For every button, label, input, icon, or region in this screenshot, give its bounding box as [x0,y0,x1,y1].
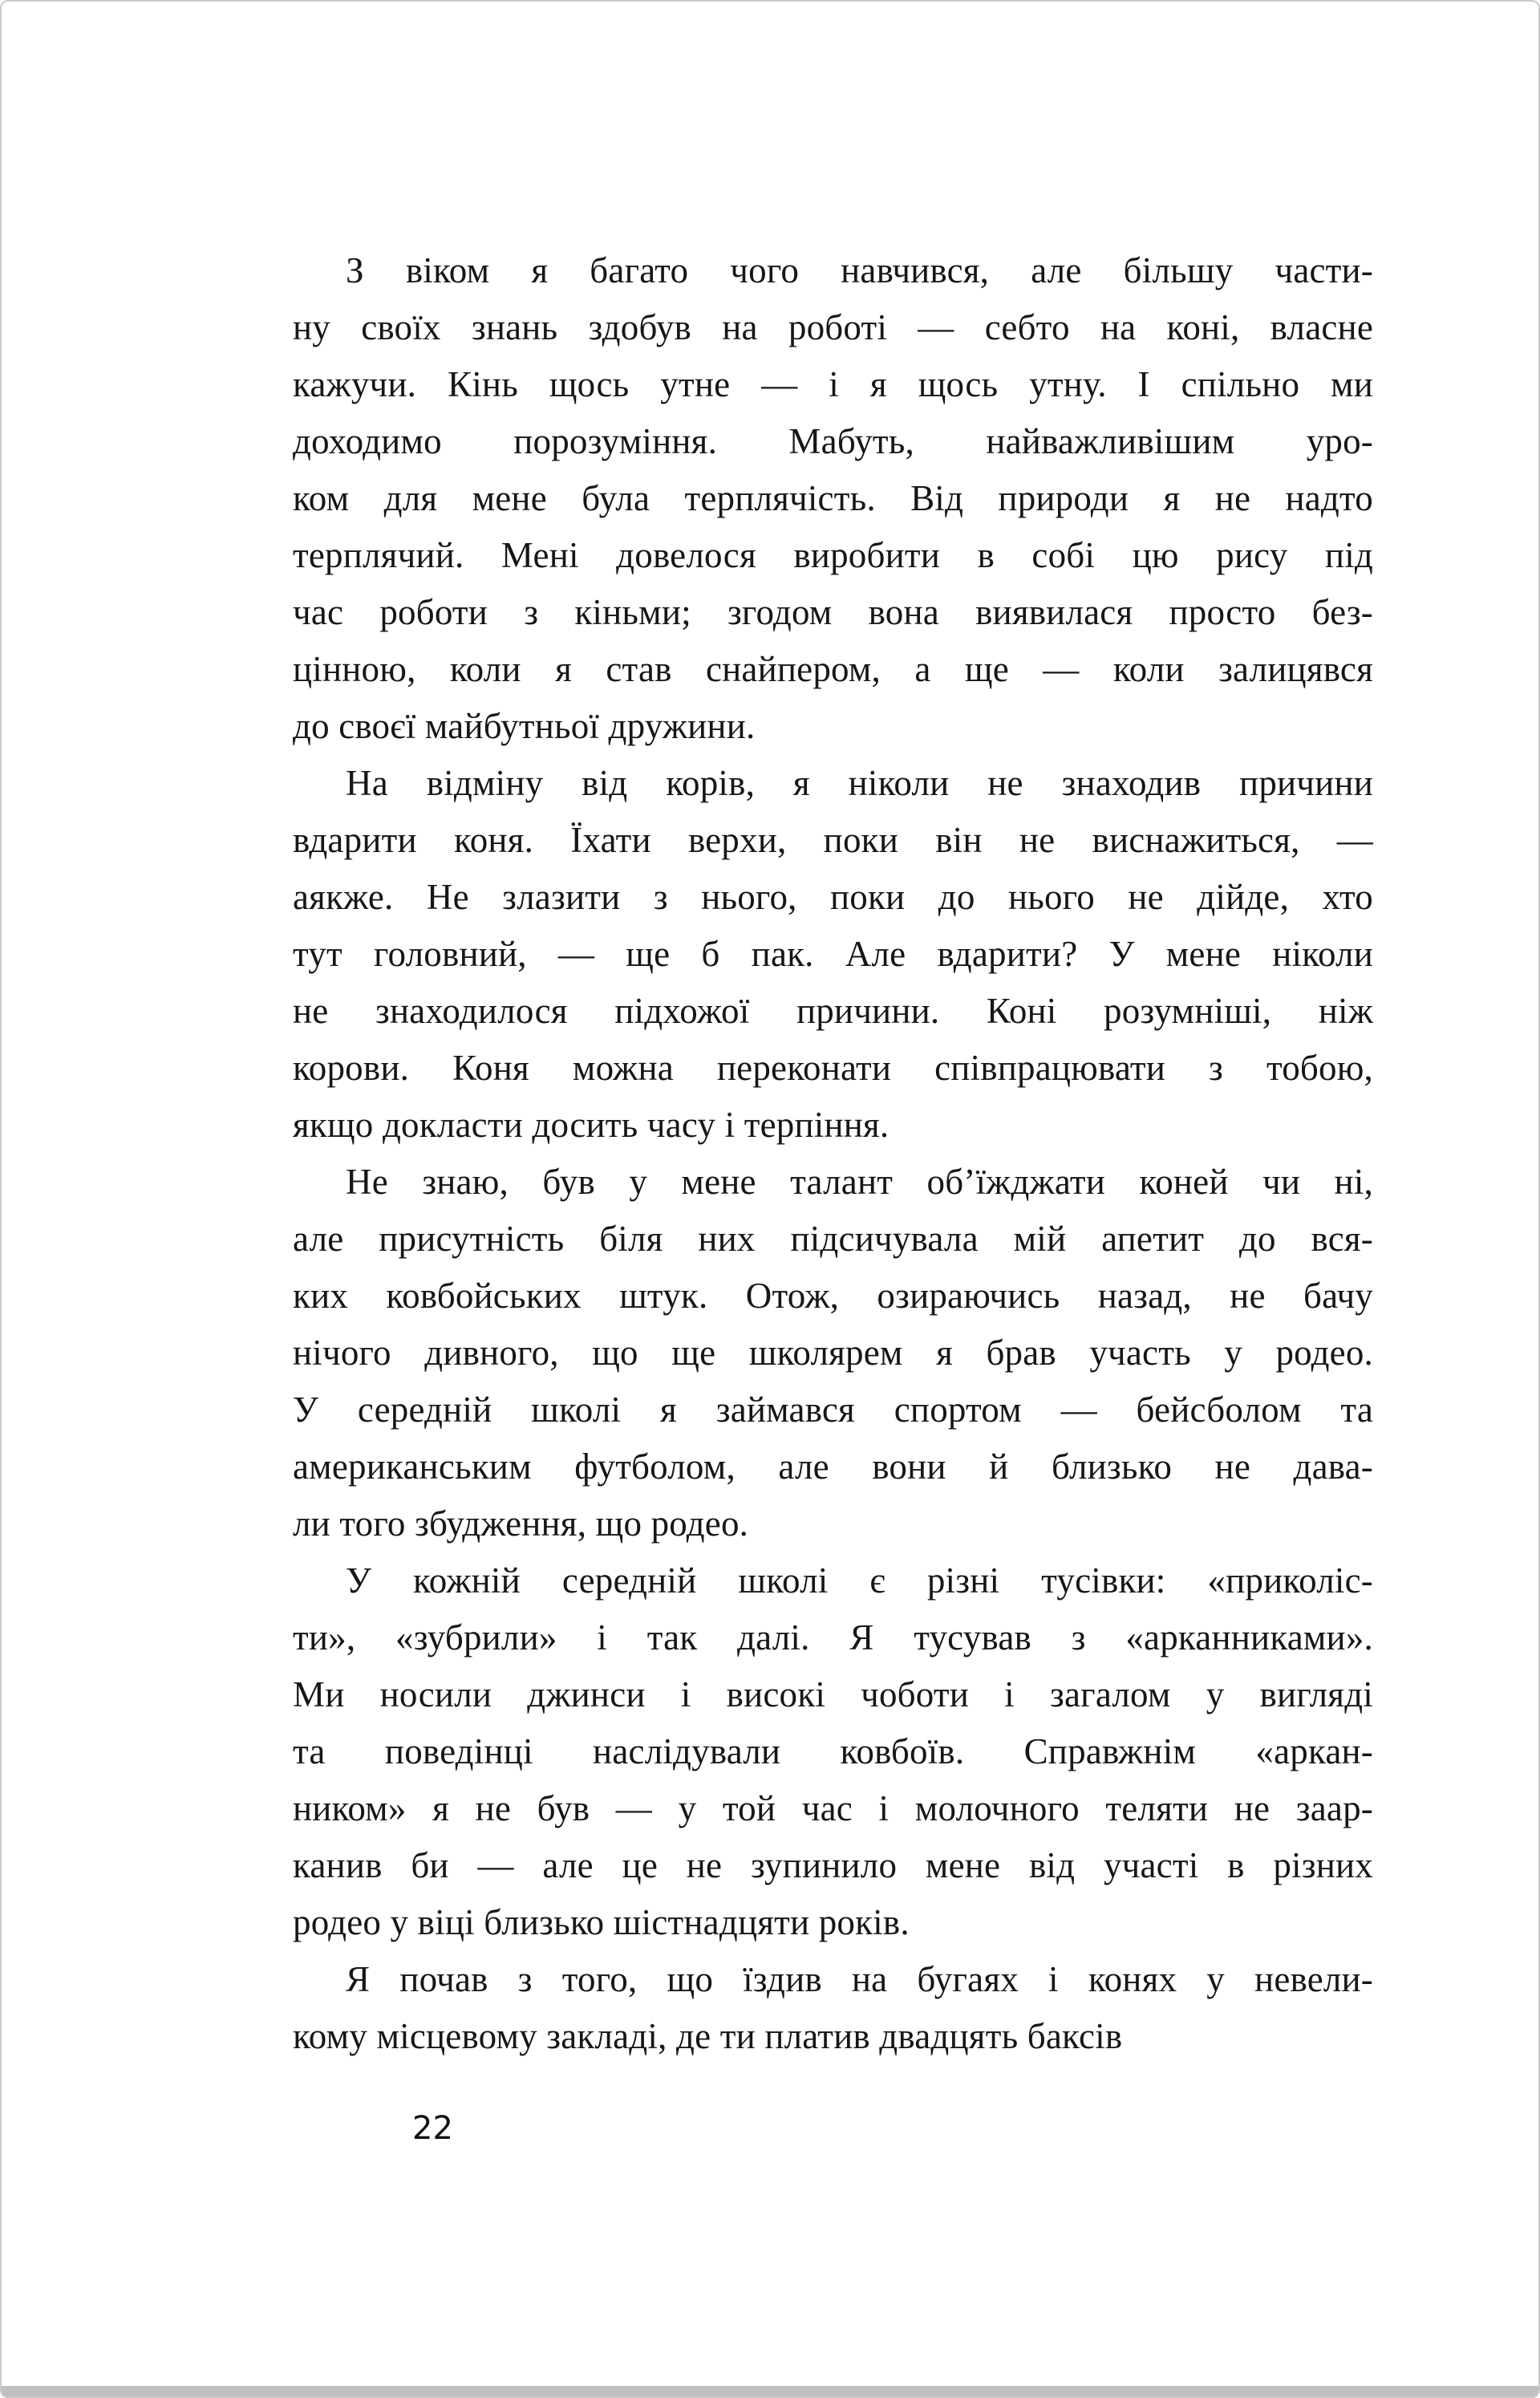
text-line: аякже. Не злазити з нього, поки до нього не дійде, хто [293,877,1373,917]
text-line: ких ковбойських штук. Отож, озираючись назад, не бачу [293,1276,1373,1316]
text-line: до своєї майбутньої дружини. [293,706,756,746]
text-line: американським футболом, але вони й близько не дава- [293,1447,1373,1487]
text-line: ком для мене була терплячість. Від природи я не надто [293,478,1373,518]
text-line: та поведінці наслідували ковбоїв. Справжнім «аркан- [293,1731,1373,1771]
text-line: кажучи. Кінь щось утне — і я щось утну. І спільно ми [293,364,1373,404]
page-number: 22 [412,2110,453,2147]
text-line: ником» я не був — у той час і молочного теляти не заар- [293,1788,1373,1828]
text-line: корови. Коня можна переконати співпрацювати з тобою, [293,1048,1373,1088]
text-line: ну своїх знань здобув на роботі — себто на коні, власне [293,307,1373,347]
text-line: ти», «зубрили» і так далі. Я тусував з «арканниками». [293,1617,1373,1658]
text-line: ли того збудження, що родео. [293,1503,749,1544]
paragraph [293,755,1373,1154]
text-line: цінною, коли я став снайпером, а ще — коли залицявся [293,649,1373,689]
text-line: час роботи з кіньми; згодом вона виявилася просто без- [293,592,1373,632]
text-line: У середній школі я займався спортом — бейсболом та [293,1390,1373,1430]
paragraph [293,1154,1373,1552]
page-bottom-edge [2,2386,1538,2396]
text-line: вдарити коня. Їхати верхи, поки він не виснажиться, — [293,820,1373,860]
text-line: канив би — але це не зупинило мене від участі в різних [293,1845,1373,1885]
paragraph [293,242,1373,755]
text-line: родео у віці близько шістнадцяти років. [293,1902,910,1942]
text-line: терплячий. Мені довелося виробити в собі цю рису під [293,535,1373,575]
text-line: не знаходилося підхожої причини. Коні розумніші, ніж [293,991,1373,1031]
text-line: На відміну від корів, я ніколи не знаходив причини [346,763,1373,803]
text-block [293,242,1373,2065]
text-line: тут головний, — ще б пак. Але вдарити? У мене ніколи [293,934,1373,974]
paragraph [293,1552,1373,1951]
text-line: нічого дивного, що ще школярем я брав участь у родео. [293,1333,1373,1373]
text-line: Не знаю, був у мене талант об’їжджати коней чи ні, [346,1162,1373,1202]
text-line: У кожній середній школі є різні тусівки: «приколіс- [346,1560,1373,1601]
text-line: якщо докласти досить часу і терпіння. [293,1105,890,1145]
text-line: але присутність біля них підсичувала мій апетит до вся- [293,1219,1373,1259]
text-line: кому місцевому закладі, де ти платив двадцять баксів [293,2016,1123,2056]
text-line: доходимо порозуміння. Мабуть, найважливішим уро- [293,421,1373,461]
paragraph [293,1951,1373,2065]
text-line: Ми носили джинси і високі чоботи і загалом у вигляді [293,1674,1373,1714]
text-line: Я почав з того, що їздив на бугаях і конях у невели- [346,1959,1373,1999]
text-line: З віком я багато чого навчився, але більшу части- [346,250,1373,290]
